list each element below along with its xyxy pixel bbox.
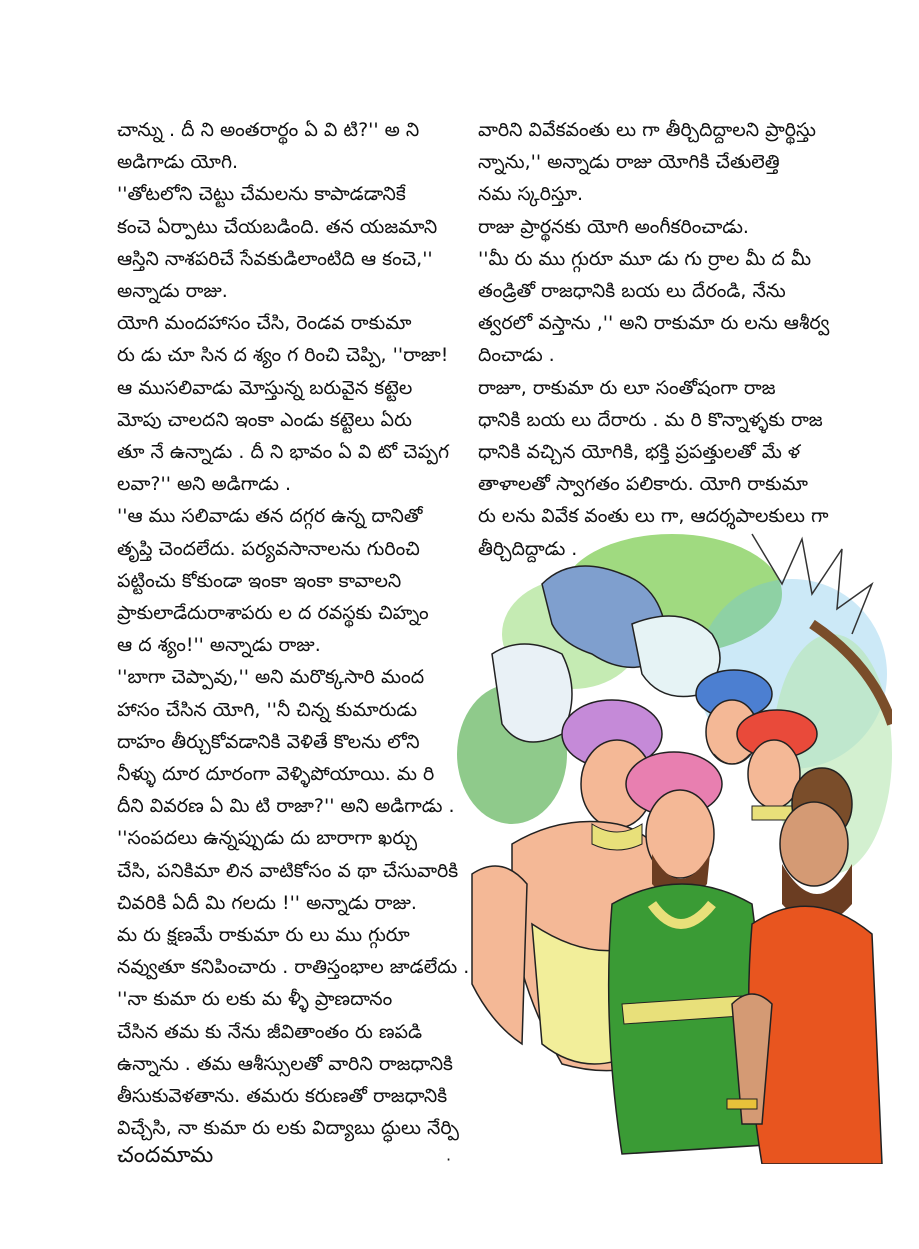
text-line: రాజూ, రాకుమా రు లూ సంతోషంగా రాజ: [478, 376, 776, 399]
text-line: యోగి మందహాసం చేసి, రెండవ రాకుమా: [117, 312, 412, 335]
text-line: ఆస్తిని నాశపరిచే సేవకుడిలాంటిది ఆ కంచె,'': [117, 247, 433, 270]
text-line: నీళ్ళు దూర దూరంగా వెళ్ళిపోయాయి. మ రి: [117, 763, 435, 786]
text-line: త్వరలో వస్తాను ,'' అని రాకుమా రు లను ఆశీర్వ: [478, 312, 830, 335]
text-line: ధానికి బయ లు దేరారు . మ రి కొన్నాళ్ళకు రాజ: [478, 408, 823, 431]
text-line: లవా?'' అని అడిగాడు .: [117, 473, 292, 496]
text-line: మ రు క్షణమే రాకుమా రు లు ము గ్గురూ: [117, 924, 410, 947]
text-line: తీసుకువెళతాను. తమరు కరుణతో రాజధానికి: [117, 1085, 448, 1108]
page-mark: ·: [446, 1150, 452, 1169]
left-column: [117, 114, 470, 1145]
text-line: ''బాగా చెప్పావు,'' అని మరొక్కసారి మంద: [117, 666, 425, 689]
text-line: చేసిన తమ కు నేను జీవితాంతం రు ణపడి: [117, 1020, 423, 1043]
text-line: రు డు చూ సిన ద శ్యం గ రించి చెప్పి, ''రాజా!: [117, 344, 449, 367]
text-line: వారిని వివేకవంతు లు గా తీర్చిదిద్దాలని ప్రార్థిస్తు: [478, 119, 816, 141]
text-line: రాజు ప్రార్థనకు యోగి అంగీకరించాడు.: [478, 215, 749, 238]
text-line: రు లను వివేక వంతు లు గా, ఆదర్శపాలకులు గా: [478, 505, 829, 528]
text-line: ప్రాకులాడేదురాశాపరు ల ద రవస్థకు చిహ్నం: [117, 602, 429, 625]
text-line: చాన్ను . దీ ని అంతరార్థం ఏ వి టి?'' అ ని: [117, 119, 420, 141]
text-line: మోపు చాలదని ఇంకా ఎండు కట్టెలు ఏరు: [117, 408, 412, 431]
text-line: కంచె ఏర్పాటు చేయబడింది. తన యజమాని: [117, 215, 438, 238]
right-column: [478, 114, 830, 565]
text-line: హాసం చేసిన యోగి, ''నీ చిన్న కుమారుడు: [117, 698, 418, 721]
text-line: ధానికి వచ్చిన యోగికి, భక్తి ప్రపత్తులతో మే ళ: [478, 441, 801, 464]
text-line: ''ఆ ము సలివాడు తన దగ్గర ఉన్న దానితో: [117, 505, 423, 528]
text-line: తాళాలతో స్వాగతం పలికారు. యోగి రాకుమా: [478, 473, 808, 496]
text-line: తూ నే ఉన్నాడు . దీ ని భావం ఏ వి టో చెప్పగ: [117, 441, 450, 464]
text-line: ''మీ రు ము గ్గురూ మూ డు గు ర్రాల మీ ద మీ: [478, 247, 812, 270]
text-line: ''నా కుమా రు లకు మ ళ్ళీ ప్రాణదానం: [117, 988, 393, 1011]
text-line: అడిగాడు యోగి.: [117, 151, 239, 174]
text-line: ఆ ద శ్యం!'' అన్నాడు రాజు.: [117, 634, 321, 657]
text-line: నవ్వుతూ కనిపించారు . రాతిస్తంభాల జాడలేదు .: [117, 956, 470, 979]
story-illustration: [452, 524, 892, 1164]
text-line: దీని వివరణ ఏ మి టి రాజా?'' అని అడిగాడు .: [117, 795, 455, 818]
text-line: తండ్రితో రాజధానికి బయ లు దేరండి, నేను: [478, 280, 786, 303]
text-line: దాహం తీర్చుకోవడానికి వెళితే కొలను లోని: [117, 730, 420, 753]
text-line: ''తోటలోని చెట్టు చేమలను కాపాడడానికే: [117, 183, 406, 206]
text-line: చేసి, పనికిమా లిన వాటికోసం వ థా చేసువారికి: [117, 859, 459, 882]
text-line: విచ్చేసి, నా కుమా రు లకు విద్యాబు ద్ధులు నేర్పి: [117, 1117, 459, 1140]
text-line: దించాడు .: [478, 344, 555, 367]
text-line: చివరికి ఏదీ మి గలదు !'' అన్నాడు రాజు.: [117, 891, 417, 914]
text-line: న్నాను,'' అన్నాడు రాజు యోగికి చేతులెత్తి: [478, 151, 780, 174]
text-line: నమ స్కరిస్తూ.: [478, 183, 584, 206]
text-line: ఆ ముసలివాడు మోస్తున్న బరువైన కట్టెల: [117, 376, 413, 399]
text-line: అన్నాడు రాజు.: [117, 280, 228, 303]
text-line: తీర్చిదిద్దాడు .: [478, 537, 578, 560]
magazine-name-footer: చందమామ: [117, 1143, 214, 1168]
text-line: ''సంపదలు ఉన్నప్పుడు దు బారాగా ఖర్చు: [117, 827, 418, 850]
text-line: పట్టించు కోకుండా ఇంకా ఇంకా కావాలని: [117, 569, 402, 592]
text-line: ఉన్నాను . తమ ఆశీస్సులతో వారిని రాజధానికి: [117, 1052, 453, 1075]
text-line: తృప్తి చెందలేదు. పర్యవసానాలను గురించి: [117, 537, 420, 560]
